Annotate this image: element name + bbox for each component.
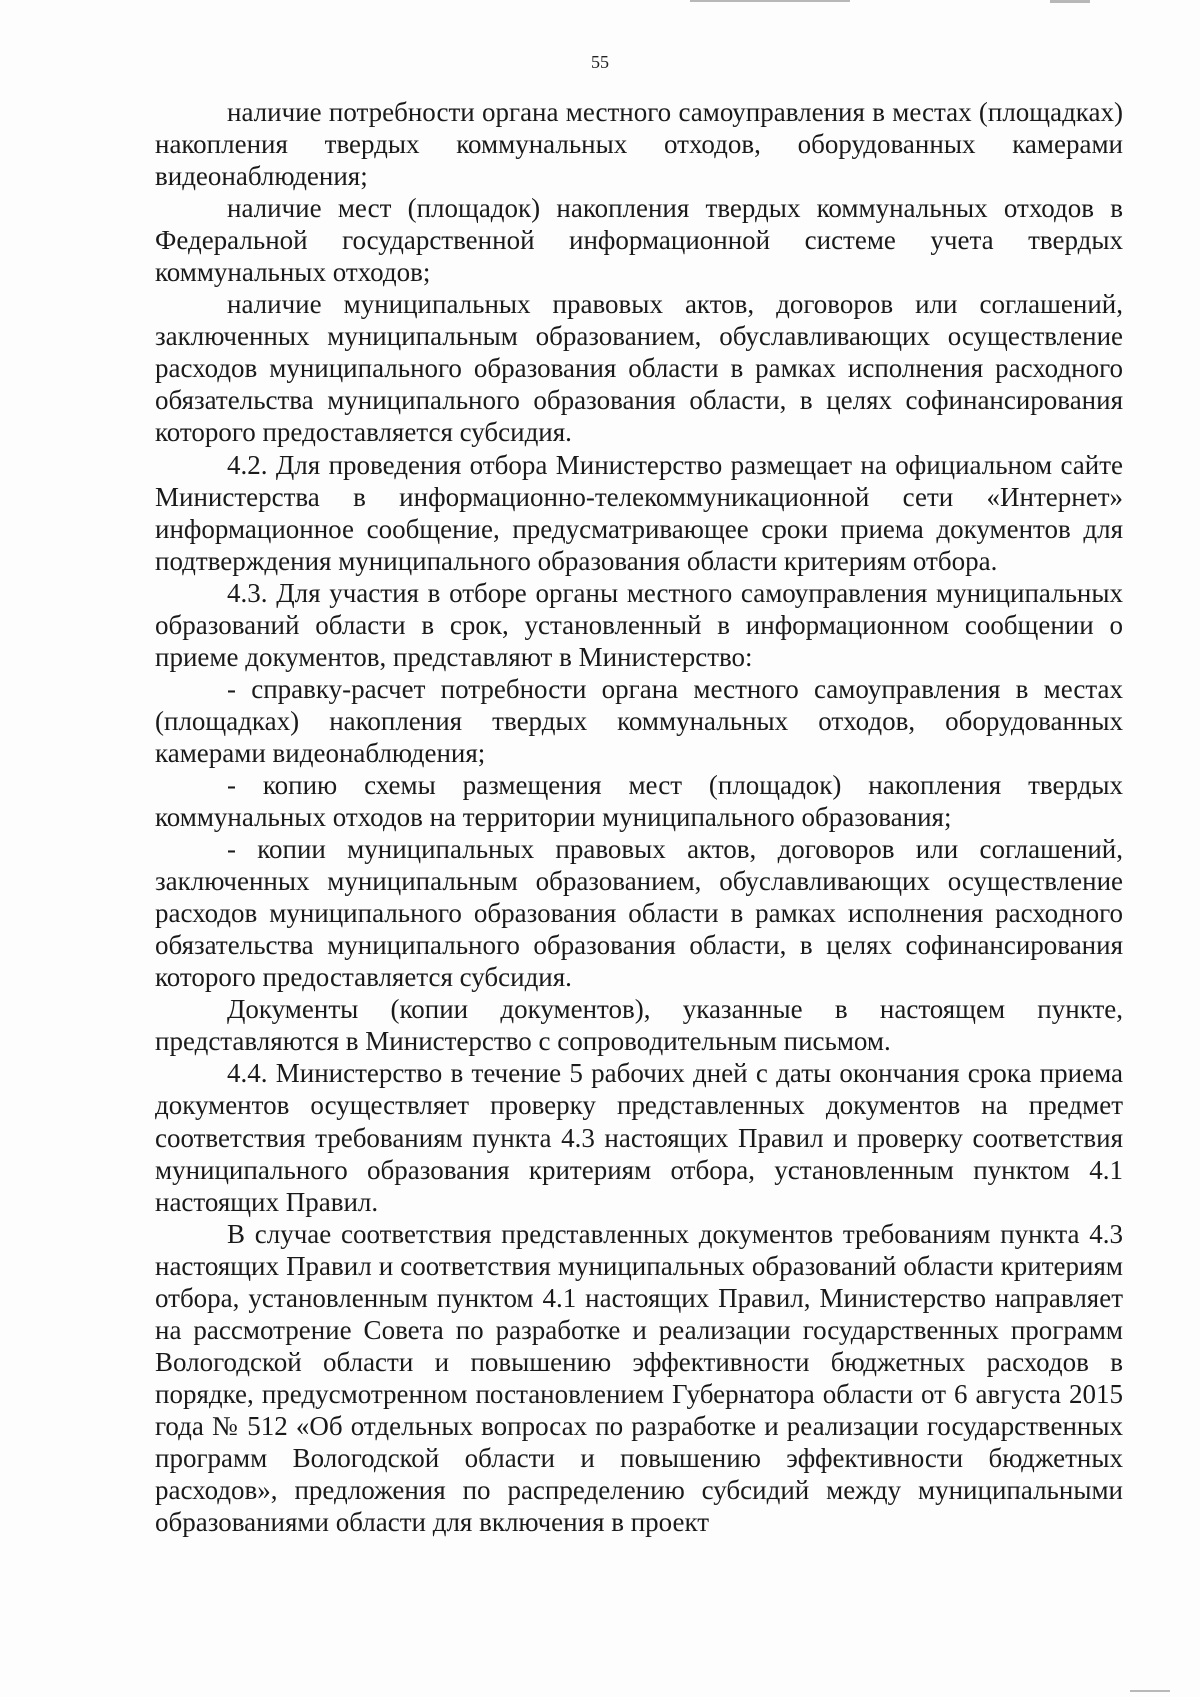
paragraph-criterion-registry: наличие мест (площадок) накопления твердых коммунальных отходов в Федеральной государственной информационной системе учета твердых коммунальных отходов; — [155, 193, 1123, 288]
paragraph-criterion-legal-acts: наличие муниципальных правовых актов, договоров или соглашений, заключенных муниципальным образованием, обуславливающих осуществление расходов муниципального образования области в рамках исполнения расходного обязательства муниципального образования области, в целях софинансирования которого предоставляется субсидия. — [155, 289, 1123, 448]
scan-artifact — [1050, 0, 1090, 3]
paragraph-4-2: 4.2. Для проведения отбора Министерство размещает на официальном сайте Министерства в информационно-телекоммуникационной сети «Интернет» информационное сообщение, предусматривающее сроки приема документов для подтверждения муниципального образования области критериям отбора. — [155, 449, 1123, 576]
list-item-scheme-copy: - копию схемы размещения мест (площадок) накопления твердых коммунальных отходов на территории муниципального образования; — [155, 769, 1123, 833]
document-body — [155, 96, 1123, 1538]
list-item-calculation: - справку-расчет потребности органа местного самоуправления в местах (площадках) накопления твердых коммунальных отходов, оборудованных камерами видеонаблюдения; — [155, 673, 1123, 768]
scan-artifact — [1130, 1690, 1170, 1692]
page-number: 55 — [591, 52, 609, 72]
scan-artifact — [690, 0, 850, 2]
paragraph-criterion-cameras: наличие потребности органа местного самоуправления в местах (площадках) накопления твердых коммунальных отходов, оборудованных камерами видеонаблюдения; — [155, 97, 1123, 192]
paragraph-compliance-case: В случае соответствия представленных документов требованиям пункта 4.3 настоящих Правил и соответствия муниципальных образований области критериям отбора, установленным пунктом 4.1 настоящих Правил, Министерство направляет на рассмотрение Совета по разработке и реализации государственных программ Вологодской области и повышению эффективности бюджетных расходов в порядке, предусмотренном постановлением Губернатора области от 6 августа 2015 года № 512 «Об отдельных вопросах по разработке и реализации государственных программ Вологодской области и повышению эффективности бюджетных расходов», предложения по распределению субсидий между муниципальными образованиями области для включения в проект — [155, 1218, 1123, 1538]
list-item-legal-acts-copies: - копии муниципальных правовых актов, договоров или соглашений, заключенных муниципальным образованием, обуславливающих осуществление расходов муниципального образования области в рамках исполнения расходного обязательства муниципального образования области, в целях софинансирования которого предоставляется субсидия. — [155, 834, 1123, 993]
paragraph-documents-cover-letter: Документы (копии документов), указанные в настоящем пункте, представляются в Министерство с сопроводительным письмом. — [155, 994, 1123, 1057]
paragraph-4-3: 4.3. Для участия в отборе органы местного самоуправления муниципальных образований области в срок, установленный в информационном сообщении о приеме документов, представляют в Министерство: — [155, 577, 1123, 672]
paragraph-4-4: 4.4. Министерство в течение 5 рабочих дней с даты окончания срока приема документов осуществляет проверку представленных документов на предмет соответствия требованиям пункта 4.3 настоящих Правил и проверку соответствия муниципального образования критериям отбора, установленным пунктом 4.1 настоящих Правил. — [155, 1058, 1123, 1217]
